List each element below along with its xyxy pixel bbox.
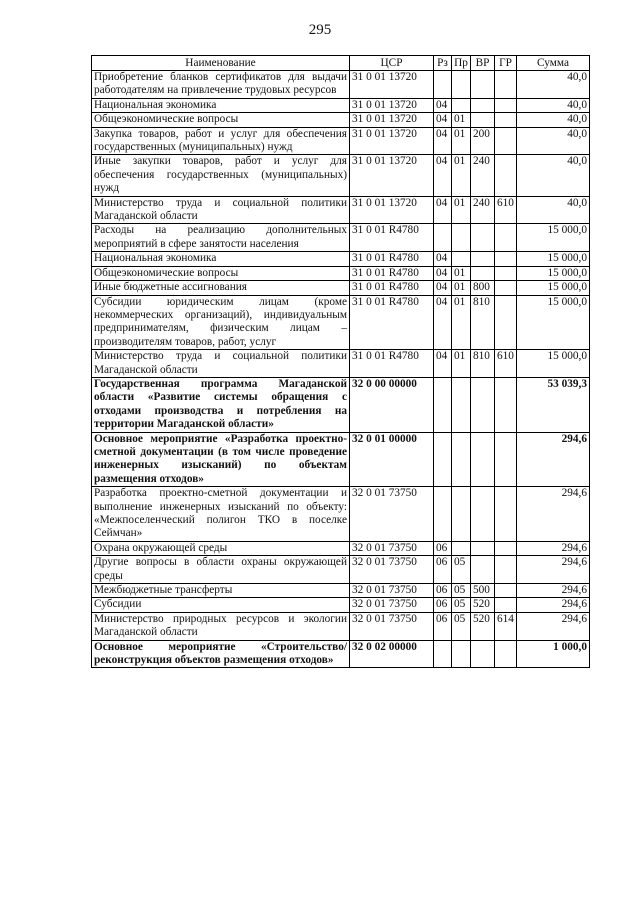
header-csr: ЦСР — [350, 56, 434, 71]
cell-sum: 15 000,0 — [517, 295, 590, 350]
table-row — [92, 584, 590, 598]
cell-gr — [495, 252, 517, 266]
cell-gr — [495, 127, 517, 155]
cell-csr: 31 0 01 13720 — [350, 71, 434, 99]
cell-csr: 31 0 01 R4780 — [350, 295, 434, 350]
cell-csr: 31 0 01 R4780 — [350, 224, 434, 252]
cell-vr — [471, 640, 495, 668]
cell-pr — [452, 541, 471, 555]
cell-rz: 04 — [434, 98, 452, 112]
cell-sum: 15 000,0 — [517, 350, 590, 378]
table-row — [92, 98, 590, 112]
cell-gr — [495, 266, 517, 280]
cell-vr: 500 — [471, 584, 495, 598]
cell-gr — [495, 541, 517, 555]
table-row — [92, 281, 590, 295]
cell-sum: 40,0 — [517, 98, 590, 112]
cell-name: Закупка товаров, работ и услуг для обеспечения государственных (муниципальных) нужд — [92, 127, 350, 155]
cell-sum: 294,6 — [517, 612, 590, 640]
cell-csr: 32 0 01 73750 — [350, 541, 434, 555]
header-rz: Рз — [434, 56, 452, 71]
cell-pr: 01 — [452, 127, 471, 155]
cell-sum: 15 000,0 — [517, 224, 590, 252]
cell-sum: 294,6 — [517, 598, 590, 612]
cell-pr — [452, 487, 471, 542]
cell-sum: 15 000,0 — [517, 266, 590, 280]
cell-vr — [471, 487, 495, 542]
cell-rz — [434, 377, 452, 432]
cell-name: Основное мероприятие «Разработка проектно-сметной документации (в том числе проведение инженерных изысканий) по объектам размещения отходов» — [92, 432, 350, 487]
cell-sum: 53 039,3 — [517, 377, 590, 432]
cell-sum: 294,6 — [517, 556, 590, 584]
cell-name: Охрана окружающей среды — [92, 541, 350, 555]
cell-vr: 800 — [471, 281, 495, 295]
table-row — [92, 224, 590, 252]
cell-pr — [452, 98, 471, 112]
table-row — [92, 640, 590, 668]
cell-csr: 31 0 01 R4780 — [350, 281, 434, 295]
cell-name: Иные закупки товаров, работ и услуг для обеспечения государственных (муниципальных) нужд — [92, 155, 350, 196]
table-row — [92, 556, 590, 584]
cell-vr: 520 — [471, 598, 495, 612]
table-row — [92, 350, 590, 378]
cell-rz — [434, 224, 452, 252]
cell-sum: 40,0 — [517, 155, 590, 196]
cell-rz — [434, 640, 452, 668]
cell-name: Иные бюджетные ассигнования — [92, 281, 350, 295]
table-row — [92, 252, 590, 266]
cell-name: Приобретение бланков сертификатов для выдачи работодателям на привлечение трудовых ресурсов — [92, 71, 350, 99]
table-row — [92, 113, 590, 127]
cell-name: Общеэкономические вопросы — [92, 113, 350, 127]
cell-rz: 04 — [434, 252, 452, 266]
cell-gr — [495, 487, 517, 542]
cell-name: Министерство труда и социальной политики Магаданской области — [92, 350, 350, 378]
cell-pr: 01 — [452, 295, 471, 350]
cell-vr — [471, 266, 495, 280]
cell-name: Национальная экономика — [92, 98, 350, 112]
cell-csr: 31 0 01 13720 — [350, 113, 434, 127]
cell-pr: 05 — [452, 556, 471, 584]
cell-rz — [434, 432, 452, 487]
cell-name: Министерство труда и социальной политики Магаданской области — [92, 196, 350, 224]
cell-gr — [495, 71, 517, 99]
cell-name: Другие вопросы в области охраны окружающей среды — [92, 556, 350, 584]
cell-rz: 04 — [434, 281, 452, 295]
cell-rz: 06 — [434, 584, 452, 598]
cell-pr — [452, 71, 471, 99]
cell-pr: 01 — [452, 266, 471, 280]
cell-csr: 31 0 01 R4780 — [350, 252, 434, 266]
cell-sum: 40,0 — [517, 113, 590, 127]
table-row — [92, 71, 590, 99]
cell-pr — [452, 640, 471, 668]
cell-pr — [452, 224, 471, 252]
cell-csr: 32 0 00 00000 — [350, 377, 434, 432]
cell-rz: 06 — [434, 612, 452, 640]
cell-vr — [471, 541, 495, 555]
cell-rz: 04 — [434, 155, 452, 196]
cell-name: Разработка проектно-сметной документации и выполнение инженерных изысканий по объекту: «Межпоселенческий полигон ТКО в поселке Сеймчан» — [92, 487, 350, 542]
table-row — [92, 598, 590, 612]
cell-csr: 32 0 02 00000 — [350, 640, 434, 668]
cell-rz: 04 — [434, 350, 452, 378]
table-row — [92, 377, 590, 432]
cell-name: Государственная программа Магаданской области «Развитие системы обращения с отходами производства и потребления на территории Магаданской области» — [92, 377, 350, 432]
cell-pr: 01 — [452, 196, 471, 224]
cell-gr — [495, 281, 517, 295]
cell-sum: 294,6 — [517, 541, 590, 555]
cell-name: Министерство природных ресурсов и экологии Магаданской области — [92, 612, 350, 640]
cell-csr: 32 0 01 73750 — [350, 584, 434, 598]
cell-gr — [495, 113, 517, 127]
cell-rz: 04 — [434, 196, 452, 224]
cell-gr — [495, 432, 517, 487]
cell-csr: 31 0 01 R4780 — [350, 266, 434, 280]
table-row — [92, 127, 590, 155]
header-sum: Сумма — [517, 56, 590, 71]
header-pr: Пр — [452, 56, 471, 71]
cell-vr — [471, 252, 495, 266]
cell-rz: 04 — [434, 266, 452, 280]
cell-csr: 31 0 01 13720 — [350, 155, 434, 196]
cell-gr — [495, 377, 517, 432]
cell-rz: 06 — [434, 556, 452, 584]
cell-vr: 200 — [471, 127, 495, 155]
cell-rz: 04 — [434, 113, 452, 127]
cell-gr: 610 — [495, 196, 517, 224]
cell-sum: 15 000,0 — [517, 252, 590, 266]
cell-csr: 32 0 01 73750 — [350, 612, 434, 640]
cell-sum: 294,6 — [517, 487, 590, 542]
cell-csr: 32 0 01 73750 — [350, 598, 434, 612]
table-row — [92, 155, 590, 196]
cell-csr: 31 0 01 13720 — [350, 127, 434, 155]
cell-pr — [452, 377, 471, 432]
cell-rz — [434, 487, 452, 542]
cell-csr: 32 0 01 73750 — [350, 487, 434, 542]
cell-csr: 31 0 01 13720 — [350, 98, 434, 112]
cell-gr — [495, 584, 517, 598]
cell-pr: 05 — [452, 598, 471, 612]
cell-sum: 1 000,0 — [517, 640, 590, 668]
page-number: 295 — [308, 22, 332, 38]
cell-name: Национальная экономика — [92, 252, 350, 266]
cell-gr — [495, 556, 517, 584]
header-name: Наименование — [92, 56, 350, 71]
cell-csr: 31 0 01 R4780 — [350, 350, 434, 378]
table-row — [92, 266, 590, 280]
cell-vr — [471, 98, 495, 112]
table-row — [92, 295, 590, 350]
table-body — [92, 71, 590, 668]
cell-vr: 520 — [471, 612, 495, 640]
cell-rz: 06 — [434, 541, 452, 555]
cell-pr: 05 — [452, 584, 471, 598]
cell-pr: 01 — [452, 281, 471, 295]
cell-pr: 01 — [452, 350, 471, 378]
cell-rz: 04 — [434, 127, 452, 155]
cell-pr: 05 — [452, 612, 471, 640]
cell-vr — [471, 113, 495, 127]
cell-name: Субсидии — [92, 598, 350, 612]
table-header-row — [92, 56, 590, 71]
table-row — [92, 487, 590, 542]
cell-pr: 01 — [452, 155, 471, 196]
cell-sum: 40,0 — [517, 127, 590, 155]
cell-pr — [452, 432, 471, 487]
cell-name: Общеэкономические вопросы — [92, 266, 350, 280]
cell-gr — [495, 224, 517, 252]
cell-pr — [452, 252, 471, 266]
cell-vr — [471, 556, 495, 584]
table-row — [92, 432, 590, 487]
cell-vr: 240 — [471, 155, 495, 196]
cell-rz: 04 — [434, 295, 452, 350]
cell-gr — [495, 598, 517, 612]
cell-vr — [471, 224, 495, 252]
cell-name: Межбюджетные трансферты — [92, 584, 350, 598]
cell-rz: 06 — [434, 598, 452, 612]
cell-csr: 31 0 01 13720 — [350, 196, 434, 224]
cell-csr: 32 0 01 73750 — [350, 556, 434, 584]
cell-gr — [495, 155, 517, 196]
cell-vr — [471, 71, 495, 99]
cell-sum: 40,0 — [517, 71, 590, 99]
cell-gr — [495, 640, 517, 668]
cell-vr — [471, 432, 495, 487]
cell-vr — [471, 377, 495, 432]
cell-vr: 810 — [471, 295, 495, 350]
cell-csr: 32 0 01 00000 — [350, 432, 434, 487]
header-vr: ВР — [471, 56, 495, 71]
cell-gr — [495, 98, 517, 112]
header-gr: ГР — [495, 56, 517, 71]
cell-sum: 294,6 — [517, 432, 590, 487]
cell-sum: 294,6 — [517, 584, 590, 598]
budget-table — [91, 55, 590, 668]
cell-gr: 614 — [495, 612, 517, 640]
cell-vr: 810 — [471, 350, 495, 378]
cell-gr: 610 — [495, 350, 517, 378]
cell-name: Субсидии юридическим лицам (кроме некоммерческих организаций), индивидуальным предпринимателям, физическим лицам – производителям товаров, работ, услуг — [92, 295, 350, 350]
cell-pr: 01 — [452, 113, 471, 127]
table-row — [92, 196, 590, 224]
cell-rz — [434, 71, 452, 99]
cell-name: Расходы на реализацию дополнительных мероприятий в сфере занятости населения — [92, 224, 350, 252]
cell-sum: 15 000,0 — [517, 281, 590, 295]
table-row — [92, 612, 590, 640]
cell-vr: 240 — [471, 196, 495, 224]
cell-sum: 40,0 — [517, 196, 590, 224]
table-row — [92, 541, 590, 555]
cell-name: Основное мероприятие «Строительство/реконструкция объектов размещения отходов» — [92, 640, 350, 668]
cell-gr — [495, 295, 517, 350]
